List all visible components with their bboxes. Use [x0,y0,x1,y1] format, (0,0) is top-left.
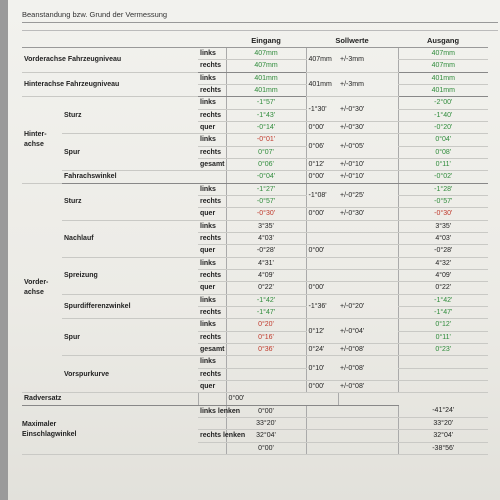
header-divider [22,22,498,23]
table-row: Fahrachswinkel -0°04' 0°00' +/-0°10' -0°02' [22,171,488,183]
param-label: Maximaler Einschlagwinkel [22,420,77,438]
param-label: Radversatz [22,393,198,405]
table-row: Radversatz 0°00' [22,393,488,405]
table-row: quer 0°22' 0°00' 0°22' [22,282,488,294]
col-sollwerte: Sollwerte [306,34,398,48]
einschlag-rl: rechts lenken [198,430,226,442]
table-row: Spur links 0°20' 0°12' +/-0°04' 0°12' [22,319,488,331]
table-row: Hinter- achse Sturz links -1°57' -1°30' +/-0°30' -2°00' [22,97,488,109]
param-label: Spreizung [62,257,198,294]
col-ausgang: Ausgang [398,34,488,48]
einschlag-ll: links lenken [198,405,226,417]
table-row: rechts 0°16' 0°11' [22,331,488,343]
table-row: Spreizung links 4°31' 4°32' [22,257,488,269]
table-row: quer -0°30' 0°00' +/-0°30' -0°30' [22,208,488,220]
table-row: rechts -1°43' -1°40' [22,109,488,121]
param-label: Sturz [62,97,198,134]
param-label: Spur [62,319,198,356]
col-eingang: Eingang [226,34,306,48]
table-row: quer -0°14' 0°00' +/-0°30' -0°20' [22,121,488,133]
table-row: Maximaler Einschlagwinkel links lenken 0°00' -41°24' [22,405,488,417]
param-label: Sturz [62,183,198,220]
table-row: 0°00' -38°56' [22,442,488,454]
table-row: Vorderachse Fahrzeugniveau links 407mm 407mm +/-3mm 407mm [22,48,488,60]
group-hinterachse: Hinter- achse [22,97,62,183]
table-row: gesamt 0°06' 0°12' +/-0°10' 0°11' [22,158,488,170]
table-row: Spurdifferenzwinkel links -1°42' -1°36' +/-0°20' -1°42' [22,294,488,306]
table-row: quer 0°00' +/-0°08' [22,380,488,392]
param-label: Vorderachse Fahrzeugniveau [22,48,198,73]
table-row: Nachlauf links 3°35' 3°35' [22,220,488,232]
document-page [8,0,500,500]
table-row: rechts -0°57' -0°57' [22,195,488,207]
table-header-row [22,34,488,48]
param-label: Spurdifferenzwinkel [62,294,198,319]
param-label: Fahrachswinkel [62,171,226,183]
table-row: quer -0°28' 0°00' -0°28' [22,245,488,257]
param-label: Hinterachse Fahrzeugniveau [22,72,198,97]
param-label: Vorspurkurve [62,356,198,393]
table-row: Spur links -0°01' 0°06' +/-0°05' 0°04' [22,134,488,146]
table-row: rechts 401mm 401mm [22,84,488,96]
table-row: gesamt 0°36' 0°24' +/-0°08' 0°23' [22,343,488,355]
table-row: Hinterachse Fahrzeugniveau links 401mm 401mm +/-3mm 401mm [22,72,488,84]
table-row: rechts 4°09' 4°09' [22,269,488,281]
table-row: rechts 4°03' 4°03' [22,232,488,244]
param-label: Nachlauf [62,220,198,257]
header-divider-2 [22,30,498,31]
table-row: rechts 407mm 407mm [22,60,488,72]
table-row: rechts -1°47' -1°47' [22,306,488,318]
table-row: Vorder- achse Sturz links -1°27' -1°08' +/-0°25' -1°28' [22,183,488,195]
group-vorderachse: Vorder- achse [22,183,62,393]
document-header: Beanstandung bzw. Grund der Vermessung [22,10,168,19]
table-row: rechts 0°07' 0°08' [22,146,488,158]
param-label: Spur [62,134,198,171]
table-row: rechts lenken 32°04' 32°04' [22,430,488,442]
table-row: 33°20' 33°20' [22,417,488,429]
table-row: rechts [22,368,488,380]
alignment-table [22,34,488,455]
table-row: Vorspurkurve links 0°10' +/-0°08' [22,356,488,368]
